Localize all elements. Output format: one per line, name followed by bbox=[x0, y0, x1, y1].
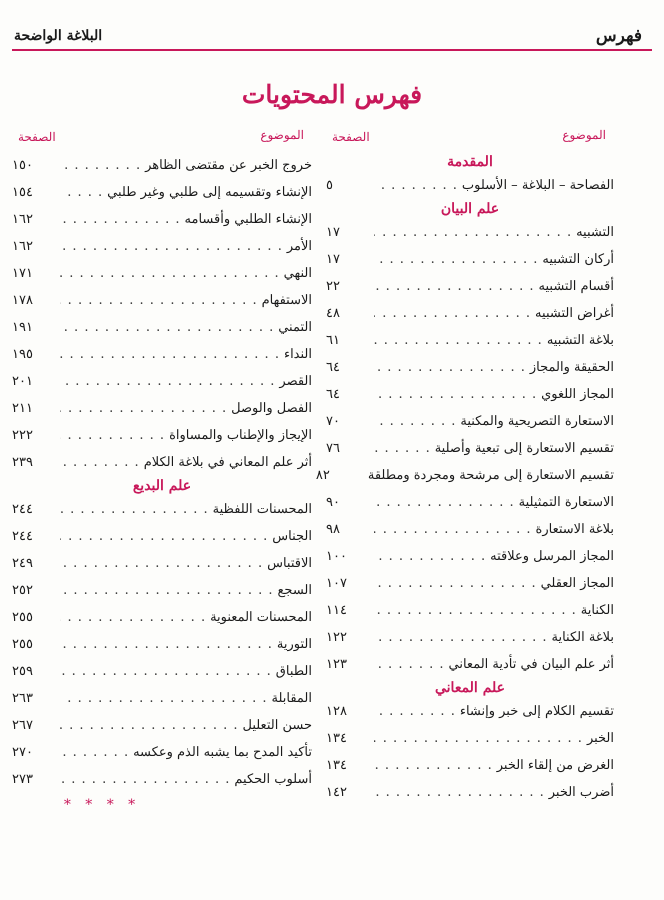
toc-entry-page-number: ١٩٥ bbox=[12, 347, 33, 362]
toc-entry-title: النداء bbox=[283, 347, 312, 362]
toc-entry-title: أقسام التشبيه bbox=[538, 279, 614, 294]
dot-leader bbox=[60, 739, 129, 766]
toc-entry bbox=[12, 604, 312, 631]
toc-entry-title: الاقتباس bbox=[267, 556, 312, 571]
toc-entry-title: المقابلة bbox=[271, 691, 312, 706]
toc-entry-page-number: ١٦٢ bbox=[12, 239, 33, 254]
toc-entry-title: أركان التشبيه bbox=[542, 252, 614, 267]
toc-entry-title: بلاغة التشبيه bbox=[546, 333, 614, 348]
dot-leader bbox=[374, 624, 548, 651]
toc-entry-page-number: ٢٥٥ bbox=[12, 637, 33, 652]
page-column-label: الصفحة bbox=[332, 130, 370, 144]
dot-leader bbox=[60, 449, 140, 476]
dot-leader bbox=[374, 779, 545, 806]
toc-entry-title: خروج الخبر عن مقتضى الظاهر bbox=[145, 158, 312, 173]
toc-entry-page-number: ٢٠١ bbox=[12, 374, 33, 389]
toc-entry-page-number: ١٠٠ bbox=[326, 549, 347, 564]
toc-entry bbox=[12, 395, 312, 422]
toc-entry-page-number: ١٢٢ bbox=[326, 630, 347, 645]
toc-entry bbox=[12, 260, 312, 287]
toc-entry-title: تقسيم الاستعارة إلى تبعية وأصلية bbox=[434, 441, 614, 456]
toc-entry-page-number: ٤٨ bbox=[326, 306, 340, 321]
dot-leader bbox=[374, 219, 572, 246]
dot-leader bbox=[60, 179, 103, 206]
toc-entry bbox=[12, 287, 312, 314]
toc-entry-title: الأمر bbox=[286, 239, 312, 254]
dot-leader bbox=[374, 651, 445, 678]
toc-entry bbox=[326, 543, 614, 570]
toc-entry-title: الإنشاء وتقسيمه إلى طلبي وغير طلبي bbox=[107, 185, 312, 200]
toc-entry-page-number: ٢٦٧ bbox=[12, 718, 33, 733]
toc-entry bbox=[12, 422, 312, 449]
topic-column-label: الموضوع bbox=[260, 128, 304, 142]
toc-entry-page-number: ٢٢ bbox=[326, 279, 340, 294]
toc-entry-page-number: ١٧ bbox=[326, 225, 340, 240]
toc-entry-title: المجاز العقلي bbox=[540, 576, 614, 591]
toc-entry bbox=[326, 381, 614, 408]
toc-entry-title: أسلوب الحكيم bbox=[234, 772, 312, 787]
toc-entry-page-number: ١٦٢ bbox=[12, 212, 33, 227]
toc-entry bbox=[12, 712, 312, 739]
toc-entry bbox=[12, 179, 312, 206]
toc-entry bbox=[326, 489, 614, 516]
dot-leader bbox=[60, 496, 209, 523]
book-title: البلاغة الواضحة bbox=[14, 28, 103, 44]
dot-leader bbox=[374, 273, 535, 300]
toc-entry bbox=[326, 752, 614, 779]
dot-leader bbox=[60, 341, 280, 368]
toc-entry bbox=[326, 516, 614, 543]
toc-entry-title: بلاغة الكناية bbox=[551, 630, 614, 645]
toc-entry bbox=[12, 766, 312, 793]
toc-entry bbox=[326, 435, 614, 462]
toc-entry bbox=[326, 300, 614, 327]
section-heading-bayan: علم البيان bbox=[440, 201, 500, 217]
toc-entry-page-number: ٢٤٩ bbox=[12, 556, 33, 571]
toc-entry bbox=[12, 341, 312, 368]
toc-entry-title: الفصل والوصل bbox=[231, 401, 312, 416]
toc-entry-page-number: ٢١١ bbox=[12, 401, 33, 416]
toc-entry-page-number: ١٥٤ bbox=[12, 185, 33, 200]
dot-leader bbox=[60, 685, 267, 712]
toc-entry-title: أثر علم البيان في تأدية المعاني bbox=[448, 657, 614, 672]
toc-entry-title: القصر bbox=[279, 374, 312, 389]
dot-leader bbox=[60, 422, 165, 449]
toc-entry-page-number: ١٩١ bbox=[12, 320, 33, 335]
toc-entry-title: الكناية bbox=[580, 603, 614, 618]
toc-entry-page-number: ١٢٨ bbox=[326, 704, 347, 719]
toc-entry-page-number: ١١٤ bbox=[326, 603, 347, 618]
dot-leader bbox=[60, 604, 206, 631]
dot-leader bbox=[60, 152, 141, 179]
running-header bbox=[14, 20, 650, 50]
page-title: فهرس المحتويات bbox=[241, 80, 423, 109]
toc-entry-title: الغرض من إلقاء الخبر bbox=[496, 758, 614, 773]
toc-entry-page-number: ٢٥٢ bbox=[12, 583, 33, 598]
toc-entry bbox=[326, 624, 614, 651]
toc-entry bbox=[326, 725, 614, 752]
column-header bbox=[326, 128, 614, 152]
toc-entry-page-number: ٦٤ bbox=[326, 360, 340, 375]
toc-entry-page-number: ١٣٤ bbox=[326, 731, 347, 746]
toc-entry-title: الطباق bbox=[275, 664, 312, 679]
toc-entry-title: الجناس bbox=[272, 529, 312, 544]
toc-entry-page-number: ١٠٧ bbox=[326, 576, 347, 591]
dot-leader bbox=[374, 300, 531, 327]
topic-column-label: الموضوع bbox=[562, 128, 606, 142]
toc-entry-title: المحسنات المعنوية bbox=[210, 610, 312, 625]
toc-entry bbox=[12, 496, 312, 523]
dot-leader bbox=[60, 395, 227, 422]
dot-leader bbox=[60, 233, 283, 260]
toc-entry-page-number: ١٢٣ bbox=[326, 657, 347, 672]
toc-entry-title: أضرب الخبر bbox=[548, 785, 614, 800]
toc-entry-page-number: ٢٦٣ bbox=[12, 691, 33, 706]
toc-entry bbox=[326, 698, 614, 725]
toc-entry-title: التشبيه bbox=[576, 225, 614, 240]
dot-leader bbox=[374, 516, 532, 543]
toc-entry-title: بلاغة الاستعارة bbox=[535, 522, 614, 537]
toc-entry-page-number: ١٣٤ bbox=[326, 758, 347, 773]
toc-entry bbox=[12, 631, 312, 658]
toc-entry-title: تقسيم الكلام إلى خبر وإنشاء bbox=[459, 704, 614, 719]
toc-entry-page-number: ٩٨ bbox=[326, 522, 340, 537]
dot-leader bbox=[374, 597, 577, 624]
toc-entry-title: الاستعارة التمثيلية bbox=[518, 495, 614, 510]
dot-leader bbox=[60, 314, 274, 341]
toc-entry bbox=[326, 597, 614, 624]
toc-entry-page-number: ٢٧٠ bbox=[12, 745, 33, 760]
toc-entry-title: الفصاحة – البلاغة – الأسلوب bbox=[461, 178, 614, 193]
toc-entry bbox=[12, 152, 312, 179]
toc-entry-page-number: ٢٥٩ bbox=[12, 664, 33, 679]
dot-leader bbox=[60, 368, 275, 395]
toc-entry-title: تقسيم الاستعارة إلى مرشحة ومجردة ومطلقة bbox=[367, 468, 614, 483]
toc-entry bbox=[12, 206, 312, 233]
section-heading-maani: علم المعاني bbox=[434, 680, 505, 696]
toc-entry-title: أغراض التشبيه bbox=[535, 306, 614, 321]
column-header bbox=[12, 128, 312, 152]
toc-entry bbox=[12, 739, 312, 766]
toc-entry-title: الإنشاء الطلبي وأقسامه bbox=[184, 212, 312, 227]
section-heading-badi: علم البديع bbox=[132, 478, 192, 494]
toc-entry-title: النهي bbox=[283, 266, 312, 281]
toc-entry-title: الاستعارة التصريحية والمكنية bbox=[460, 414, 614, 429]
chapter-heading: فهرس bbox=[595, 26, 642, 46]
toc-entry bbox=[12, 368, 312, 395]
toc-column-right bbox=[315, 128, 614, 806]
toc-entry-page-number: ١٥٠ bbox=[12, 158, 33, 173]
dot-leader bbox=[374, 381, 537, 408]
toc-entry-page-number: ٢٢٢ bbox=[12, 428, 33, 443]
toc-entry bbox=[12, 449, 312, 476]
toc-entry-title: أثر علم المعاني في بلاغة الكلام bbox=[143, 455, 312, 470]
dot-leader bbox=[374, 489, 515, 516]
dot-leader bbox=[374, 246, 538, 273]
dot-leader bbox=[60, 523, 268, 550]
toc-entry bbox=[326, 779, 614, 806]
dot-leader bbox=[60, 206, 181, 233]
toc-entry bbox=[326, 172, 614, 199]
toc-entry bbox=[12, 577, 312, 604]
toc-entry-page-number: ٧٦ bbox=[326, 441, 340, 456]
dot-leader bbox=[374, 408, 456, 435]
toc-entry bbox=[326, 354, 614, 381]
toc-entry-page-number: ٢٥٥ bbox=[12, 610, 33, 625]
toc-entry-page-number: ١٧ bbox=[326, 252, 340, 267]
toc-entry bbox=[326, 651, 614, 678]
dot-leader bbox=[60, 658, 272, 685]
dot-leader bbox=[374, 172, 458, 199]
toc-entry-title: تأكيد المدح بما يشبه الذم وعكسه bbox=[133, 745, 312, 760]
toc-entry-page-number: ٩٠ bbox=[326, 495, 340, 510]
toc-entry bbox=[315, 462, 614, 489]
toc-entry bbox=[12, 314, 312, 341]
toc-column-left bbox=[12, 128, 312, 813]
toc-entry-title: المجاز اللغوي bbox=[541, 387, 614, 402]
toc-entry-page-number: ٢٤٤ bbox=[12, 529, 33, 544]
toc-entry-title: الخبر bbox=[586, 731, 614, 746]
dot-leader bbox=[60, 766, 230, 793]
toc-entry-title: الحقيقة والمجاز bbox=[529, 360, 614, 375]
dot-leader bbox=[60, 577, 274, 604]
toc-entry-page-number: ١٧١ bbox=[12, 266, 33, 281]
dot-leader bbox=[60, 550, 263, 577]
header-rule bbox=[12, 49, 652, 51]
section-heading-intro: المقدمة bbox=[447, 154, 493, 170]
toc-entry bbox=[12, 233, 312, 260]
toc-entry bbox=[326, 408, 614, 435]
toc-entry-page-number: ٧٠ bbox=[326, 414, 340, 429]
dot-leader bbox=[374, 354, 526, 381]
toc-entry-page-number: ٥ bbox=[326, 178, 333, 193]
toc-entry-title: التمني bbox=[278, 320, 312, 335]
dot-leader bbox=[374, 327, 543, 354]
toc-entry bbox=[326, 570, 614, 597]
dot-leader bbox=[374, 752, 493, 779]
dot-leader bbox=[60, 712, 238, 739]
toc-entry-page-number: ٦١ bbox=[326, 333, 340, 348]
dot-leader bbox=[60, 260, 280, 287]
toc-entry-page-number: ٢٧٣ bbox=[12, 772, 33, 787]
toc-entry-page-number: ١٤٢ bbox=[326, 785, 347, 800]
dot-leader bbox=[60, 631, 273, 658]
toc-entry bbox=[12, 685, 312, 712]
dot-leader bbox=[374, 570, 537, 597]
toc-entry-page-number: ٢٤٤ bbox=[12, 502, 33, 517]
dot-leader bbox=[374, 543, 486, 570]
toc-entry-page-number: ٢٣٩ bbox=[12, 455, 33, 470]
toc-entry-page-number: ٦٤ bbox=[326, 387, 340, 402]
toc-entry-title: المحسنات اللفظية bbox=[212, 502, 312, 517]
dot-leader bbox=[60, 287, 258, 314]
dot-leader bbox=[374, 435, 431, 462]
toc-entry-title: حسن التعليل bbox=[242, 718, 312, 733]
toc-entry-title: الاستفهام bbox=[261, 293, 312, 308]
dot-leader bbox=[374, 698, 456, 725]
toc-entry bbox=[12, 658, 312, 685]
toc-entry-title: التورية bbox=[276, 637, 312, 652]
toc-entry bbox=[326, 246, 614, 273]
toc-entry-page-number: ١٧٨ bbox=[12, 293, 33, 308]
end-ornament: * * * * bbox=[63, 797, 141, 813]
dot-leader bbox=[374, 725, 583, 752]
toc-entry-title: السجع bbox=[277, 583, 312, 598]
toc-entry-title: الإيجاز والإطناب والمساواة bbox=[169, 428, 312, 443]
toc-entry bbox=[326, 273, 614, 300]
toc-entry bbox=[326, 219, 614, 246]
page-column-label: الصفحة bbox=[18, 130, 56, 144]
toc-entry-title: المجاز المرسل وعلاقته bbox=[490, 549, 614, 564]
toc-entry-page-number: ٨٢ bbox=[315, 468, 330, 483]
toc-entry bbox=[12, 523, 312, 550]
toc-entry bbox=[326, 327, 614, 354]
toc-entry bbox=[12, 550, 312, 577]
